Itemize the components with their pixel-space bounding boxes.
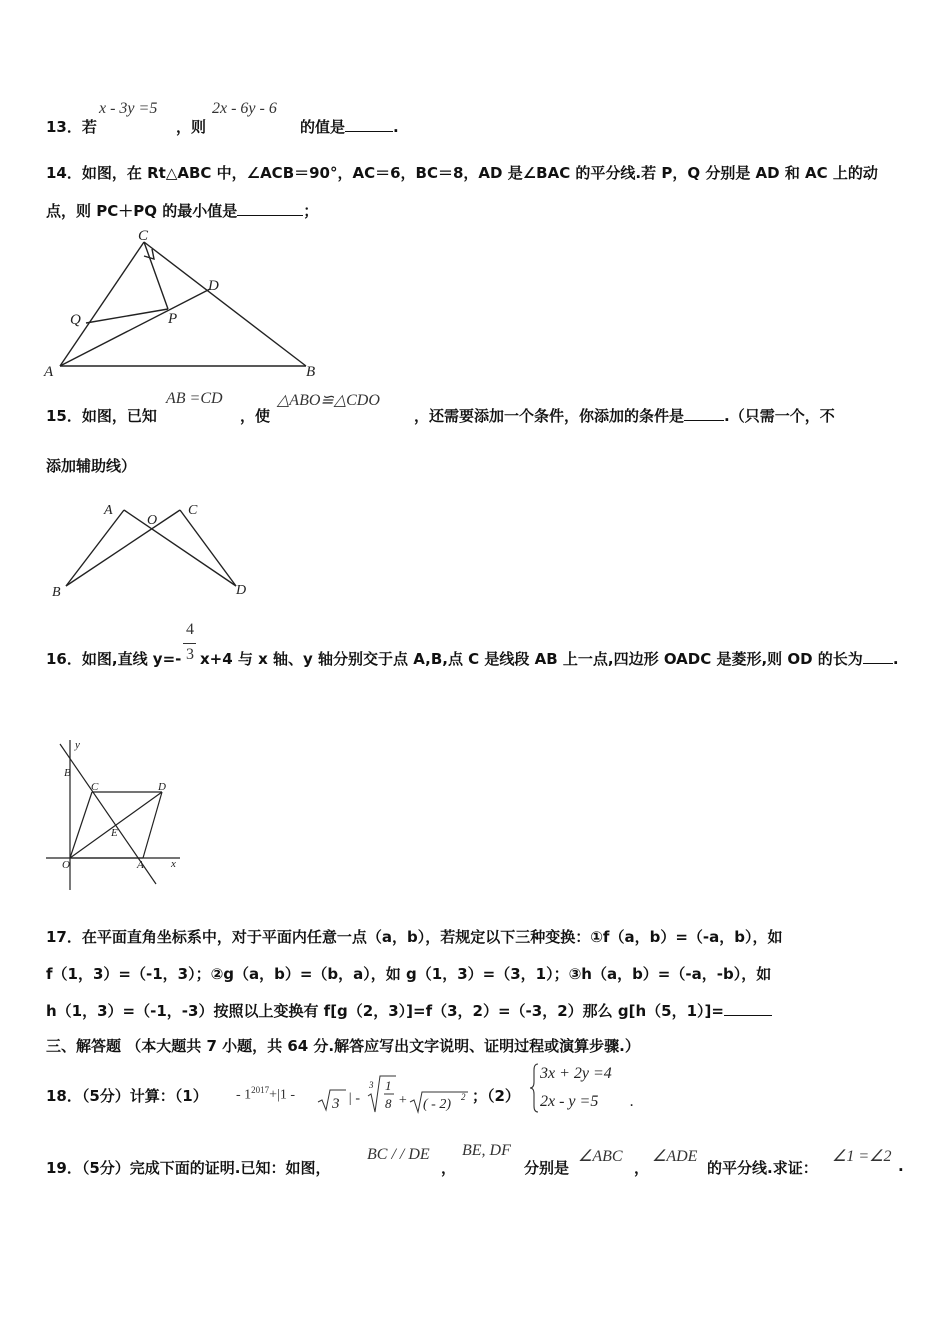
system-brace (530, 1064, 538, 1112)
q14-label-p: P (168, 311, 178, 327)
q15-connector: ，使 (240, 407, 271, 425)
sqrt-square-exponent: 2 (461, 1092, 466, 1102)
q19-text-1: 分别是 (524, 1159, 570, 1177)
q16-label-o: O (62, 859, 70, 871)
q16-label-d: D (158, 781, 166, 793)
q14-label-d: D (208, 278, 219, 294)
q15-line-ab (66, 510, 124, 586)
q13-expression: 2x - 6y - 6 (212, 100, 277, 117)
q14-line-ac (60, 242, 144, 366)
q15-answer-blank[interactable] (684, 406, 724, 421)
q19-text-2: 的平分线.求证： (707, 1159, 818, 1177)
q14-answer-blank[interactable] (237, 201, 303, 216)
q13-tail: 的值是 . (300, 118, 399, 136)
q18-system (530, 1060, 640, 1116)
q15-given: AB =CD (166, 390, 223, 407)
q17-line-3: h（1，3）=（-1，-3）按照以上变换有 f[g（2，3）]=f（3，2）=（-3，2）那么 g[h（5，1）]= (46, 1000, 772, 1021)
sqrt-3-radicand: 3 (332, 1096, 340, 1112)
q14-line-cb (144, 242, 306, 366)
q16-label-y: y (75, 739, 80, 751)
q15-line-cb (66, 510, 180, 586)
q17-line-2: f（1，3）=（-1，3）；②g（a，b）=（b，a），如 g（1，3）=（3，1）；③h（a，b）=（-a，-b），如 (46, 965, 772, 983)
q16-fraction-bar (183, 643, 196, 644)
q16-fraction-numerator: 4 (186, 621, 194, 638)
q16-label-b: B (64, 767, 71, 779)
q15-line-cd (180, 510, 236, 586)
q14-label-b: B (306, 364, 316, 380)
q17-line-1: 17．在平面直角坐标系中，对于平面内任意一点（a，b），若规定以下三种变换：①f（a，b）=（-a，b），如 (46, 928, 783, 946)
q13-equation-1: x - 3y =5 (99, 100, 158, 117)
q19-comma-1: ， (441, 1159, 457, 1177)
q19-angle-abc: ∠ABC (578, 1148, 623, 1165)
q14-label-q: Q (70, 312, 81, 328)
q15-figure (46, 498, 266, 608)
q14-line-ad (60, 289, 210, 366)
q14-line-2: 点，则 PC＋PQ 的最小值是 ； (46, 202, 319, 220)
cube-root-numerator: 1 (385, 1078, 392, 1093)
q14-line-qp (86, 309, 168, 323)
q19-end: . (898, 1157, 904, 1175)
section-3-heading: 三、解答题 （本大题共 7 小题，共 64 分.解答应写出文字说明、证明过程或演算步骤.） (46, 1037, 640, 1055)
q16-label-c: C (91, 781, 99, 793)
q13-connector: ，则 (176, 118, 207, 136)
q15-congruence: △ABO≌△CDO (277, 392, 380, 409)
q15-label-o: O (147, 513, 158, 528)
q17-answer-blank[interactable] (724, 1001, 772, 1016)
q15-label-a: A (104, 503, 113, 518)
q19-claim: ∠1 =∠2 (832, 1148, 892, 1165)
q16-side-co (70, 792, 92, 858)
q16-side-ad (143, 792, 162, 858)
q18-number: 18．（5分）计算：（1） (46, 1087, 208, 1105)
q15-label-b: B (52, 585, 61, 600)
q13-answer-blank[interactable] (345, 117, 393, 132)
q19-number: 19．（5分）完成下面的证明.已知：如图， (46, 1159, 331, 1177)
q19-angle-ade: ∠ADE (652, 1148, 698, 1165)
q14-label-a: A (44, 364, 54, 380)
q15-label-d: D (236, 583, 247, 598)
q16-label-x: x (171, 858, 176, 870)
q18-part-2-label: ；（2） (472, 1087, 520, 1105)
q14-line-1: 14．如图，在 Rt△ABC 中，∠ACB＝90°，AC＝6，BC＝8，AD 是∠BAC 的平分线.若 P，Q 分别是 AD 和 AC 上的动 (46, 164, 878, 182)
q16-fraction-denominator: 3 (186, 646, 194, 663)
q15-number: 15．如图，已知 (46, 407, 157, 425)
q16-figure (44, 736, 184, 896)
q18-end-dot: . (630, 1093, 634, 1110)
q18-radicals (316, 1072, 476, 1116)
q16-label-a: A (137, 859, 144, 871)
q15-line-2: 添加辅助线） (46, 457, 137, 475)
sqrt-square-radicand: ( - 2) (423, 1097, 451, 1112)
q18-term-1: - $1^{2017}+|1$ - (236, 1085, 296, 1103)
q16-text: x+4 与 x 轴、y 轴分别交于点 A,B,点 C 是线段 AB 上一点,四边形 OADC 是菱形,则 OD 的长为 . (200, 650, 899, 668)
q19-parallel: BC / / DE (367, 1146, 430, 1163)
q18-abs-close: | - (348, 1091, 361, 1106)
q15-label-c: C (188, 503, 198, 518)
q18-plus-sign: + (398, 1093, 408, 1108)
q13-number: 13．若 (46, 118, 97, 136)
q15-line-ad (124, 510, 236, 586)
q16-label-e: E (111, 827, 118, 839)
system-equation-1: 3x + 2y =4 (540, 1065, 612, 1082)
q15-tail: ，还需要添加一个条件，你添加的条件是 .（只需一个，不 (414, 407, 835, 425)
q16-diagonal-od (70, 792, 162, 858)
q14-figure (40, 226, 330, 381)
cube-root-index: 3 (369, 1080, 374, 1090)
q14-label-c: C (138, 228, 149, 244)
cube-root-denominator: 8 (385, 1096, 392, 1111)
q16-prefix: 16．如图,直线 y=- (46, 650, 182, 668)
q16-answer-blank[interactable] (863, 649, 893, 664)
q19-comma-2: ， (634, 1159, 650, 1177)
system-equation-2: 2x - y =5 (540, 1093, 599, 1110)
q19-bisectors: BE, DF (462, 1142, 511, 1159)
